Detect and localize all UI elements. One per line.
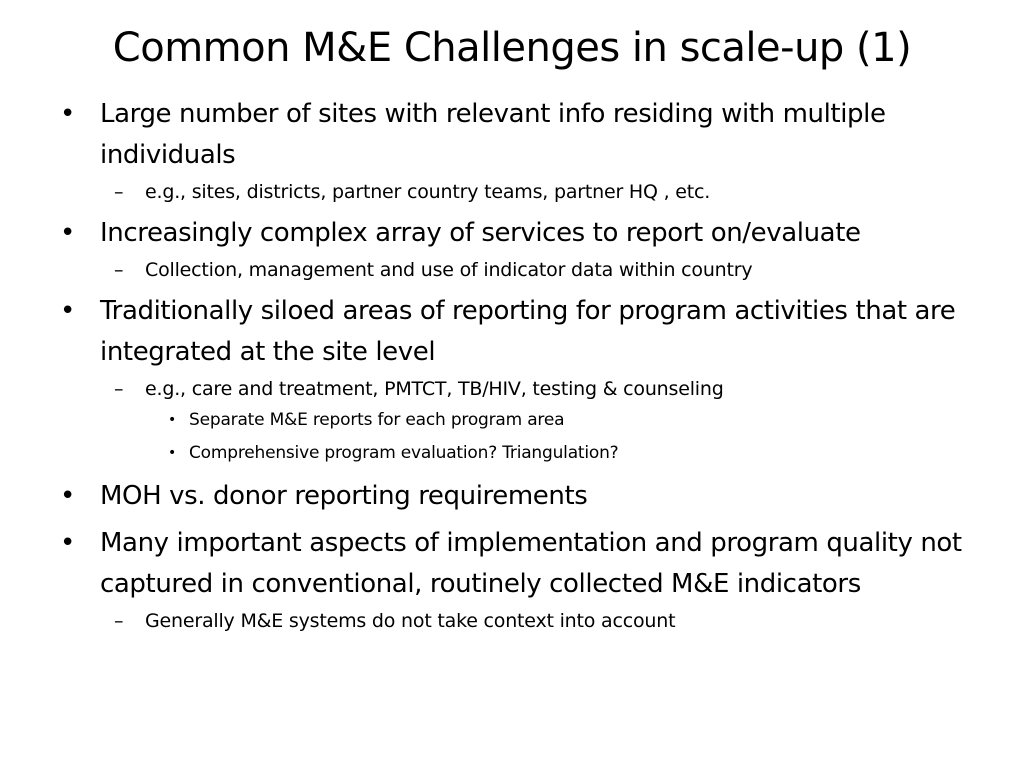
- bullet-text: MOH vs. donor reporting requirements: [100, 481, 588, 511]
- sub-bullet-item: [56, 375, 986, 404]
- sub-bullet-text: e.g., sites, districts, partner country teams, partner HQ , etc.: [145, 181, 711, 203]
- bullet-marker: •: [168, 445, 177, 461]
- bullet-list: [56, 94, 986, 636]
- bullet-text: Large number of sites with relevant info residing with multiple individuals: [100, 99, 886, 170]
- sub-bullet-text: e.g., care and treatment, PMTCT, TB/HIV, testing & counseling: [145, 378, 724, 400]
- sub-bullet-text: Collection, management and use of indicator data within country: [145, 259, 753, 281]
- bullet-text: Many important aspects of implementation and program quality not captured in conventional, routinely collected M&E indicators: [100, 528, 962, 599]
- sub-bullet-item: [56, 256, 986, 285]
- bullet-marker: •: [168, 412, 177, 428]
- sub-bullet-item: [56, 607, 986, 636]
- bullet-marker: •: [60, 218, 75, 248]
- dash-marker: –: [114, 610, 124, 632]
- sub-bullet-text: Generally M&E systems do not take context into account: [145, 610, 676, 632]
- bullet-item: [56, 291, 986, 373]
- dash-marker: –: [114, 259, 124, 281]
- bullet-text: Traditionally siloed areas of reporting for program activities that are integrated at the site level: [100, 296, 956, 367]
- sub-sub-bullet-item: [56, 437, 986, 470]
- bullet-marker: •: [60, 99, 75, 129]
- bullet-item: [56, 523, 986, 605]
- bullet-marker: •: [60, 296, 75, 326]
- bullet-marker: •: [60, 481, 75, 511]
- dash-marker: –: [114, 378, 124, 400]
- sub-sub-bullet-text: Comprehensive program evaluation? Triangulation?: [189, 443, 619, 463]
- slide-title: Common M&E Challenges in scale-up (1): [112, 25, 912, 71]
- bullet-item: [56, 213, 986, 254]
- bullet-text: Increasingly complex array of services to report on/evaluate: [100, 218, 861, 248]
- sub-sub-bullet-text: Separate M&E reports for each program area: [189, 410, 565, 430]
- bullet-item: [56, 476, 986, 517]
- bullet-item: [56, 94, 986, 176]
- bullet-marker: •: [60, 528, 75, 558]
- sub-sub-bullet-item: [56, 404, 986, 437]
- dash-marker: –: [114, 181, 124, 203]
- sub-bullet-item: [56, 178, 986, 207]
